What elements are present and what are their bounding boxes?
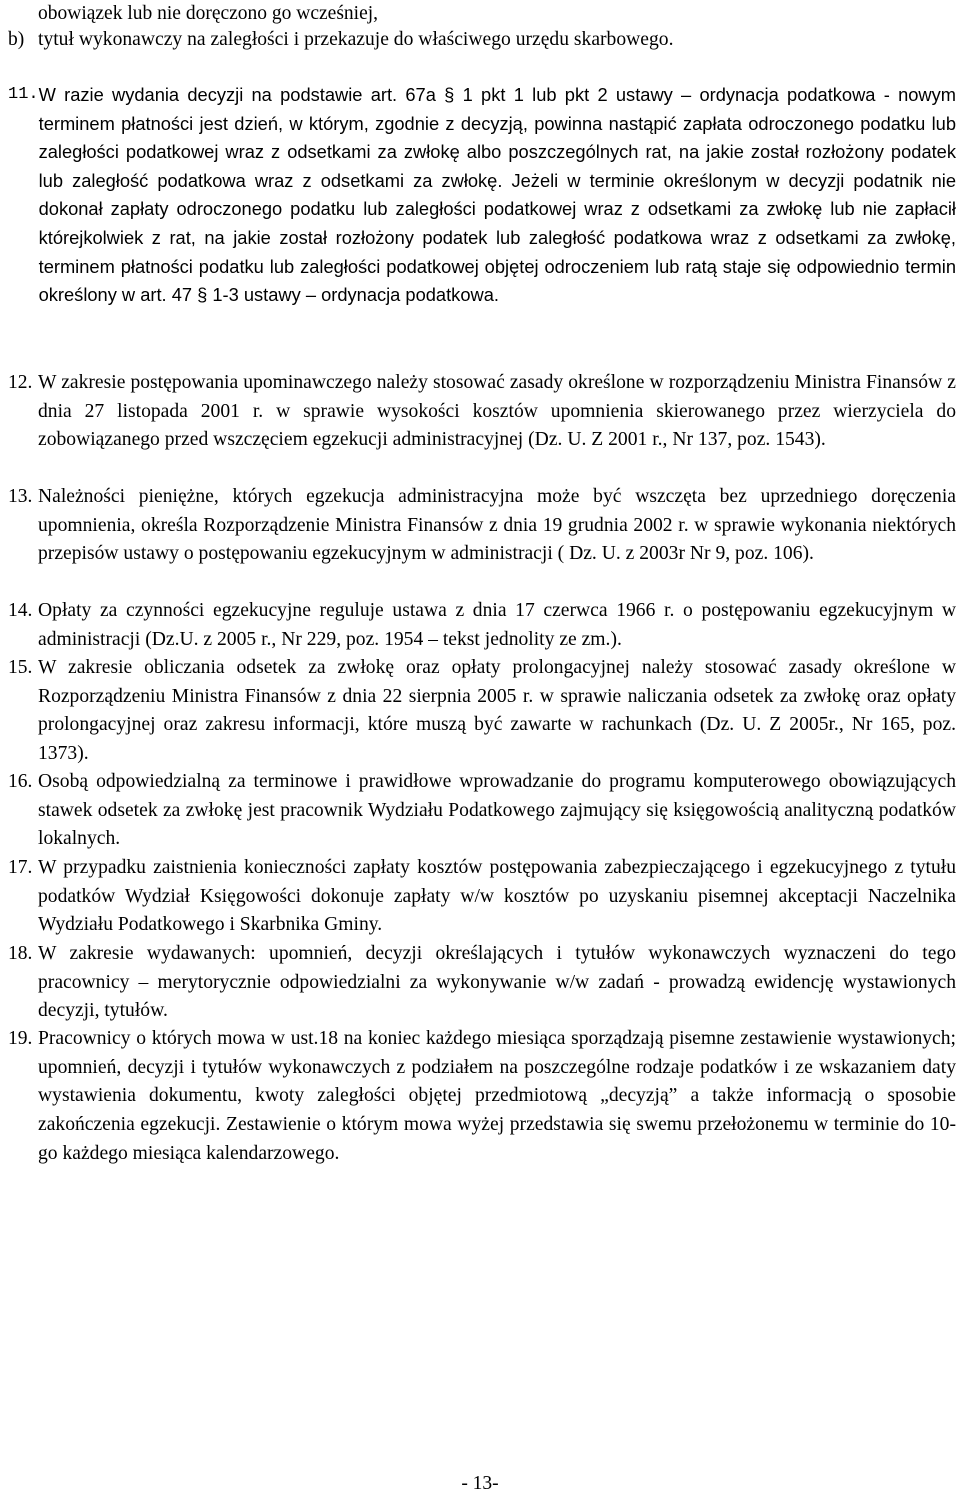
paragraph-text: W zakresie wydawanych: upomnień, decyzji określających i tytułów wykonawczych wyznaczeni do tego pracownicy – merytorycznie odpowiedzialni za wykonywanie w/w zadań - prowadzą ewidencję wystawionych decyzji, tytułów.	[38, 943, 956, 1022]
paragraph-14	[8, 597, 956, 654]
paragraph-number: 12.	[8, 372, 33, 393]
list-item-text: tytuł wykonawczy na zaległości i przekazuje do właściwego urzędu skarbowego.	[38, 29, 674, 50]
paragraph-number: 15.	[8, 657, 33, 678]
page-number: - 13-	[461, 1473, 499, 1494]
paragraph-number: 18.	[8, 943, 33, 964]
paragraph-number: 19.	[8, 1028, 33, 1049]
paragraph-15	[8, 654, 956, 769]
continuation-line: obowiązek lub nie doręczono go wcześniej,	[38, 3, 379, 24]
paragraph-12	[8, 369, 956, 455]
paragraph-17	[8, 854, 956, 940]
paragraph-text: Osobą odpowiedzialną za terminowe i prawidłowe wprowadzanie do programu komputerowego obowiązujących stawek odsetek za zwłokę jest pracownik Wydziału Podatkowego zajmujący się księgowością analityczną podatków lokalnych.	[38, 771, 956, 850]
paragraph-number: 11.	[8, 85, 39, 104]
paragraph-text: Należności pieniężne, których egzekucja administracyjna może być wszczęta bez uprzedniego doręczenia upomnienia, określa Rozporządzenie Ministra Finansów z dnia 19 grudnia 2002 r. w sprawie wykonania niektórych przepisów ustawy o postępowaniu egzekucyjnym w administracji ( Dz. U. z 2003r Nr 9, poz. 106).	[38, 486, 956, 565]
paragraph-number: 16.	[8, 771, 33, 792]
paragraph-16	[8, 768, 956, 854]
paragraph-13	[8, 483, 956, 569]
paragraph-text: W zakresie obliczania odsetek za zwłokę oraz opłaty prolongacyjnej należy stosować zasady określone w Rozporządzeniu Ministra Finansów z dnia 22 sierpnia 2005 r. w sprawie naliczania odsetek za zwłokę oraz opłaty prolongacyjnej oraz zakresu informacji, które muszą być zawarte w rachunkach (Dz. U. Z 2005r., Nr 165, poz. 1373).	[38, 657, 956, 765]
paragraph-text: Pracownicy o których mowa w ust.18 na koniec każdego miesiąca sporządzają pisemne zestawienie wystawionych; upomnień, decyzji i tytułów wykonawczych z podziałem na poszczególne rodzaje podatków i ze wskazaniem daty wystawienia dokumentu, kwoty zaległości objętej przedmiotową „decyzją” a także informacją o sposobie zakończenia egzekucji. Zestawienie o którym mowa wyżej przedstawia się swemu przełożonemu w terminie do 10-go każdego miesiąca kalendarzowego.	[38, 1028, 956, 1164]
list-marker: b)	[8, 29, 25, 50]
paragraph-text: Opłaty za czynności egzekucyjne reguluje ustawa z dnia 17 czerwca 1966 r. o postępowaniu egzekucyjnym w administracji (Dz.U. z 2005 r., Nr 229, poz. 1954 – tekst jednolity ze zm.).	[38, 600, 956, 650]
paragraph-number: 13.	[8, 486, 33, 507]
paragraph-18	[8, 940, 956, 1026]
paragraph-number: 17.	[8, 857, 33, 878]
paragraph-text: W przypadku zaistnienia konieczności zapłaty kosztów postępowania zabezpieczającego i egzekucyjnego z tytułu podatków Wydział Księgowości dokonuje zapłaty w/w kosztów po uzyskaniu pisemnej akceptacji Naczelnika Wydziału Podatkowego i Skarbnika Gminy.	[38, 857, 956, 936]
list-item-b	[8, 26, 956, 54]
paragraph-text: W zakresie postępowania upominawczego należy stosować zasady określone w rozporządzeniu Ministra Finansów z dnia 27 listopada 2001 r. w sprawie wysokości kosztów upomnienia skierowanego przez wierzyciela do zobowiązanego przed wszczęciem egzekucji administracyjnej (Dz. U. Z 2001 r., Nr 137, poz. 1543).	[38, 372, 956, 451]
paragraph-text: W razie wydania decyzji na podstawie art. 67a § 1 pkt 1 lub pkt 2 ustawy – ordynacja podatkowa - nowym terminem płatności jest dzień, w którym, zgodnie z decyzją, powinna nastąpić zapłata odroczonego podatku lub zaległości podatkowej wraz z odsetkami za zwłokę albo poszczególnych rat, na jakie został rozłożony podatek lub zaległość podatkowa wraz z odsetkami za zwłokę. Jeżeli w terminie określonym w decyzji podatnik nie dokonał zapłaty odroczonego podatku lub zaległości podatkowej wraz z odsetkami za zwłokę lub nie zapłacił którejkolwiek z rat, na jakie został rozłożony podatek lub zaległość podatkowa wraz z odsetkami za zwłokę, terminem płatności podatku lub zaległości podatkowej objętej odroczeniem lub ratą staje się odpowiednio termin określony w art. 47 § 1-3 ustawy – ordynacja podatkowa.	[38, 84, 956, 306]
paragraph-11	[8, 81, 956, 310]
paragraph-19	[8, 1025, 956, 1169]
paragraph-number: 14.	[8, 600, 33, 621]
